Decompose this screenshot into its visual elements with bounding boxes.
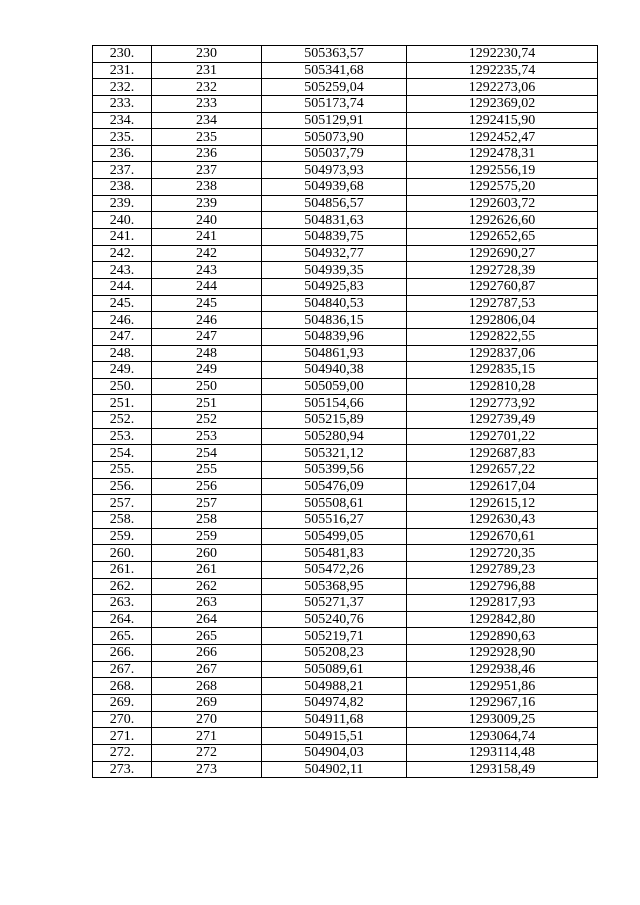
- x-coordinate-cell: 505363,57: [262, 46, 407, 63]
- x-coordinate-cell: 505208,23: [262, 645, 407, 662]
- table-row: [93, 495, 598, 512]
- table-row: [93, 412, 598, 429]
- row-number-cell: 251.: [93, 395, 152, 412]
- y-coordinate-cell: 1292806,04: [407, 312, 598, 329]
- x-coordinate-cell: 505271,37: [262, 595, 407, 612]
- point-number-cell: 261: [152, 561, 262, 578]
- y-coordinate-cell: 1292728,39: [407, 262, 598, 279]
- y-coordinate-cell: 1292630,43: [407, 511, 598, 528]
- table-row: [93, 611, 598, 628]
- point-number-cell: 247: [152, 328, 262, 345]
- row-number-cell: 271.: [93, 728, 152, 745]
- y-coordinate-cell: 1292739,49: [407, 412, 598, 429]
- x-coordinate-cell: 505219,71: [262, 628, 407, 645]
- row-number-cell: 239.: [93, 195, 152, 212]
- y-coordinate-cell: 1292690,27: [407, 245, 598, 262]
- y-coordinate-cell: 1293009,25: [407, 711, 598, 728]
- row-number-cell: 265.: [93, 628, 152, 645]
- x-coordinate-cell: 504932,77: [262, 245, 407, 262]
- y-coordinate-cell: 1292835,15: [407, 362, 598, 379]
- x-coordinate-cell: 504904,03: [262, 744, 407, 761]
- row-number-cell: 261.: [93, 561, 152, 578]
- point-number-cell: 242: [152, 245, 262, 262]
- row-number-cell: 231.: [93, 62, 152, 79]
- x-coordinate-cell: 504940,38: [262, 362, 407, 379]
- point-number-cell: 245: [152, 295, 262, 312]
- y-coordinate-cell: 1292789,23: [407, 561, 598, 578]
- table-row: [93, 95, 598, 112]
- point-number-cell: 244: [152, 278, 262, 295]
- table-row: [93, 112, 598, 129]
- point-number-cell: 266: [152, 645, 262, 662]
- table-row: [93, 345, 598, 362]
- point-number-cell: 240: [152, 212, 262, 229]
- table-row: [93, 179, 598, 196]
- point-number-cell: 269: [152, 694, 262, 711]
- x-coordinate-cell: 504973,93: [262, 162, 407, 179]
- x-coordinate-cell: 504836,15: [262, 312, 407, 329]
- row-number-cell: 259.: [93, 528, 152, 545]
- x-coordinate-cell: 505341,68: [262, 62, 407, 79]
- point-number-cell: 246: [152, 312, 262, 329]
- row-number-cell: 237.: [93, 162, 152, 179]
- y-coordinate-cell: 1292687,83: [407, 445, 598, 462]
- table-row: [93, 545, 598, 562]
- point-number-cell: 265: [152, 628, 262, 645]
- table-row: [93, 328, 598, 345]
- x-coordinate-cell: 504915,51: [262, 728, 407, 745]
- table-row: [93, 628, 598, 645]
- row-number-cell: 264.: [93, 611, 152, 628]
- point-number-cell: 273: [152, 761, 262, 778]
- x-coordinate-cell: 505259,04: [262, 79, 407, 96]
- table-row: [93, 744, 598, 761]
- table-row: [93, 295, 598, 312]
- row-number-cell: 257.: [93, 495, 152, 512]
- table-row: [93, 678, 598, 695]
- y-coordinate-cell: 1292235,74: [407, 62, 598, 79]
- y-coordinate-cell: 1292273,06: [407, 79, 598, 96]
- y-coordinate-cell: 1292837,06: [407, 345, 598, 362]
- y-coordinate-cell: 1292603,72: [407, 195, 598, 212]
- table-row: [93, 645, 598, 662]
- y-coordinate-cell: 1292787,53: [407, 295, 598, 312]
- x-coordinate-cell: 504839,96: [262, 328, 407, 345]
- x-coordinate-cell: 505499,05: [262, 528, 407, 545]
- row-number-cell: 230.: [93, 46, 152, 63]
- row-number-cell: 253.: [93, 428, 152, 445]
- table-row: [93, 278, 598, 295]
- row-number-cell: 250.: [93, 378, 152, 395]
- row-number-cell: 266.: [93, 645, 152, 662]
- point-number-cell: 253: [152, 428, 262, 445]
- y-coordinate-cell: 1292670,61: [407, 528, 598, 545]
- table-row: [93, 478, 598, 495]
- point-number-cell: 258: [152, 511, 262, 528]
- x-coordinate-cell: 505368,95: [262, 578, 407, 595]
- y-coordinate-cell: 1292928,90: [407, 645, 598, 662]
- point-number-cell: 238: [152, 179, 262, 196]
- y-coordinate-cell: 1292615,12: [407, 495, 598, 512]
- row-number-cell: 232.: [93, 79, 152, 96]
- y-coordinate-cell: 1292938,46: [407, 661, 598, 678]
- x-coordinate-cell: 504939,68: [262, 179, 407, 196]
- x-coordinate-cell: 505173,74: [262, 95, 407, 112]
- table-row: [93, 511, 598, 528]
- point-number-cell: 241: [152, 229, 262, 246]
- row-number-cell: 247.: [93, 328, 152, 345]
- table-row: [93, 129, 598, 146]
- x-coordinate-cell: 504831,63: [262, 212, 407, 229]
- point-number-cell: 271: [152, 728, 262, 745]
- table-row: [93, 46, 598, 63]
- table-row: [93, 528, 598, 545]
- point-number-cell: 250: [152, 378, 262, 395]
- y-coordinate-cell: 1292415,90: [407, 112, 598, 129]
- y-coordinate-cell: 1292230,74: [407, 46, 598, 63]
- point-number-cell: 232: [152, 79, 262, 96]
- table-row: [93, 445, 598, 462]
- row-number-cell: 242.: [93, 245, 152, 262]
- point-number-cell: 255: [152, 462, 262, 479]
- row-number-cell: 258.: [93, 511, 152, 528]
- x-coordinate-cell: 504839,75: [262, 229, 407, 246]
- coordinates-table-body: [93, 46, 598, 778]
- point-number-cell: 262: [152, 578, 262, 595]
- y-coordinate-cell: 1293064,74: [407, 728, 598, 745]
- table-row: [93, 62, 598, 79]
- x-coordinate-cell: 504925,83: [262, 278, 407, 295]
- point-number-cell: 264: [152, 611, 262, 628]
- x-coordinate-cell: 505240,76: [262, 611, 407, 628]
- coordinates-table: [92, 45, 598, 778]
- y-coordinate-cell: 1293114,48: [407, 744, 598, 761]
- row-number-cell: 262.: [93, 578, 152, 595]
- table-row: [93, 728, 598, 745]
- table-row: [93, 428, 598, 445]
- y-coordinate-cell: 1292452,47: [407, 129, 598, 146]
- row-number-cell: 255.: [93, 462, 152, 479]
- y-coordinate-cell: 1292701,22: [407, 428, 598, 445]
- y-coordinate-cell: 1292760,87: [407, 278, 598, 295]
- row-number-cell: 260.: [93, 545, 152, 562]
- x-coordinate-cell: 504856,57: [262, 195, 407, 212]
- table-row: [93, 395, 598, 412]
- point-number-cell: 233: [152, 95, 262, 112]
- table-row: [93, 195, 598, 212]
- x-coordinate-cell: 505476,09: [262, 478, 407, 495]
- row-number-cell: 272.: [93, 744, 152, 761]
- point-number-cell: 249: [152, 362, 262, 379]
- x-coordinate-cell: 504974,82: [262, 694, 407, 711]
- x-coordinate-cell: 505073,90: [262, 129, 407, 146]
- table-row: [93, 661, 598, 678]
- y-coordinate-cell: 1292556,19: [407, 162, 598, 179]
- y-coordinate-cell: 1292796,88: [407, 578, 598, 595]
- row-number-cell: 238.: [93, 179, 152, 196]
- y-coordinate-cell: 1292951,86: [407, 678, 598, 695]
- point-number-cell: 236: [152, 145, 262, 162]
- point-number-cell: 248: [152, 345, 262, 362]
- row-number-cell: 269.: [93, 694, 152, 711]
- table-row: [93, 162, 598, 179]
- x-coordinate-cell: 504840,53: [262, 295, 407, 312]
- x-coordinate-cell: 505321,12: [262, 445, 407, 462]
- x-coordinate-cell: 505472,26: [262, 561, 407, 578]
- table-row: [93, 462, 598, 479]
- row-number-cell: 267.: [93, 661, 152, 678]
- point-number-cell: 239: [152, 195, 262, 212]
- y-coordinate-cell: 1292657,22: [407, 462, 598, 479]
- row-number-cell: 256.: [93, 478, 152, 495]
- x-coordinate-cell: 505516,27: [262, 511, 407, 528]
- row-number-cell: 249.: [93, 362, 152, 379]
- x-coordinate-cell: 505154,66: [262, 395, 407, 412]
- x-coordinate-cell: 505129,91: [262, 112, 407, 129]
- y-coordinate-cell: 1292617,04: [407, 478, 598, 495]
- point-number-cell: 254: [152, 445, 262, 462]
- table-row: [93, 561, 598, 578]
- row-number-cell: 273.: [93, 761, 152, 778]
- x-coordinate-cell: 505481,83: [262, 545, 407, 562]
- y-coordinate-cell: 1292720,35: [407, 545, 598, 562]
- row-number-cell: 240.: [93, 212, 152, 229]
- row-number-cell: 235.: [93, 129, 152, 146]
- point-number-cell: 263: [152, 595, 262, 612]
- table-row: [93, 229, 598, 246]
- y-coordinate-cell: 1293158,49: [407, 761, 598, 778]
- x-coordinate-cell: 505508,61: [262, 495, 407, 512]
- point-number-cell: 272: [152, 744, 262, 761]
- row-number-cell: 252.: [93, 412, 152, 429]
- y-coordinate-cell: 1292369,02: [407, 95, 598, 112]
- table-row: [93, 362, 598, 379]
- point-number-cell: 231: [152, 62, 262, 79]
- y-coordinate-cell: 1292890,63: [407, 628, 598, 645]
- row-number-cell: 270.: [93, 711, 152, 728]
- x-coordinate-cell: 504861,93: [262, 345, 407, 362]
- row-number-cell: 248.: [93, 345, 152, 362]
- row-number-cell: 234.: [93, 112, 152, 129]
- row-number-cell: 246.: [93, 312, 152, 329]
- row-number-cell: 233.: [93, 95, 152, 112]
- y-coordinate-cell: 1292626,60: [407, 212, 598, 229]
- table-row: [93, 761, 598, 778]
- table-row: [93, 262, 598, 279]
- x-coordinate-cell: 505059,00: [262, 378, 407, 395]
- row-number-cell: 244.: [93, 278, 152, 295]
- table-row: [93, 145, 598, 162]
- y-coordinate-cell: 1292478,31: [407, 145, 598, 162]
- x-coordinate-cell: 504939,35: [262, 262, 407, 279]
- x-coordinate-cell: 505399,56: [262, 462, 407, 479]
- y-coordinate-cell: 1292575,20: [407, 179, 598, 196]
- y-coordinate-cell: 1292817,93: [407, 595, 598, 612]
- point-number-cell: 235: [152, 129, 262, 146]
- point-number-cell: 270: [152, 711, 262, 728]
- table-row: [93, 378, 598, 395]
- table-row: [93, 595, 598, 612]
- table-row: [93, 245, 598, 262]
- point-number-cell: 252: [152, 412, 262, 429]
- point-number-cell: 260: [152, 545, 262, 562]
- row-number-cell: 243.: [93, 262, 152, 279]
- table-row: [93, 711, 598, 728]
- point-number-cell: 251: [152, 395, 262, 412]
- point-number-cell: 234: [152, 112, 262, 129]
- y-coordinate-cell: 1292810,28: [407, 378, 598, 395]
- table-row: [93, 312, 598, 329]
- row-number-cell: 241.: [93, 229, 152, 246]
- row-number-cell: 245.: [93, 295, 152, 312]
- table-row: [93, 578, 598, 595]
- table-row: [93, 694, 598, 711]
- y-coordinate-cell: 1292967,16: [407, 694, 598, 711]
- x-coordinate-cell: 505280,94: [262, 428, 407, 445]
- point-number-cell: 256: [152, 478, 262, 495]
- x-coordinate-cell: 504902,11: [262, 761, 407, 778]
- y-coordinate-cell: 1292652,65: [407, 229, 598, 246]
- table-row: [93, 212, 598, 229]
- point-number-cell: 267: [152, 661, 262, 678]
- x-coordinate-cell: 505089,61: [262, 661, 407, 678]
- row-number-cell: 263.: [93, 595, 152, 612]
- point-number-cell: 243: [152, 262, 262, 279]
- row-number-cell: 268.: [93, 678, 152, 695]
- row-number-cell: 236.: [93, 145, 152, 162]
- point-number-cell: 268: [152, 678, 262, 695]
- y-coordinate-cell: 1292822,55: [407, 328, 598, 345]
- row-number-cell: 254.: [93, 445, 152, 462]
- x-coordinate-cell: 504911,68: [262, 711, 407, 728]
- y-coordinate-cell: 1292773,92: [407, 395, 598, 412]
- point-number-cell: 257: [152, 495, 262, 512]
- y-coordinate-cell: 1292842,80: [407, 611, 598, 628]
- point-number-cell: 230: [152, 46, 262, 63]
- x-coordinate-cell: 505215,89: [262, 412, 407, 429]
- table-row: [93, 79, 598, 96]
- point-number-cell: 259: [152, 528, 262, 545]
- x-coordinate-cell: 505037,79: [262, 145, 407, 162]
- x-coordinate-cell: 504988,21: [262, 678, 407, 695]
- point-number-cell: 237: [152, 162, 262, 179]
